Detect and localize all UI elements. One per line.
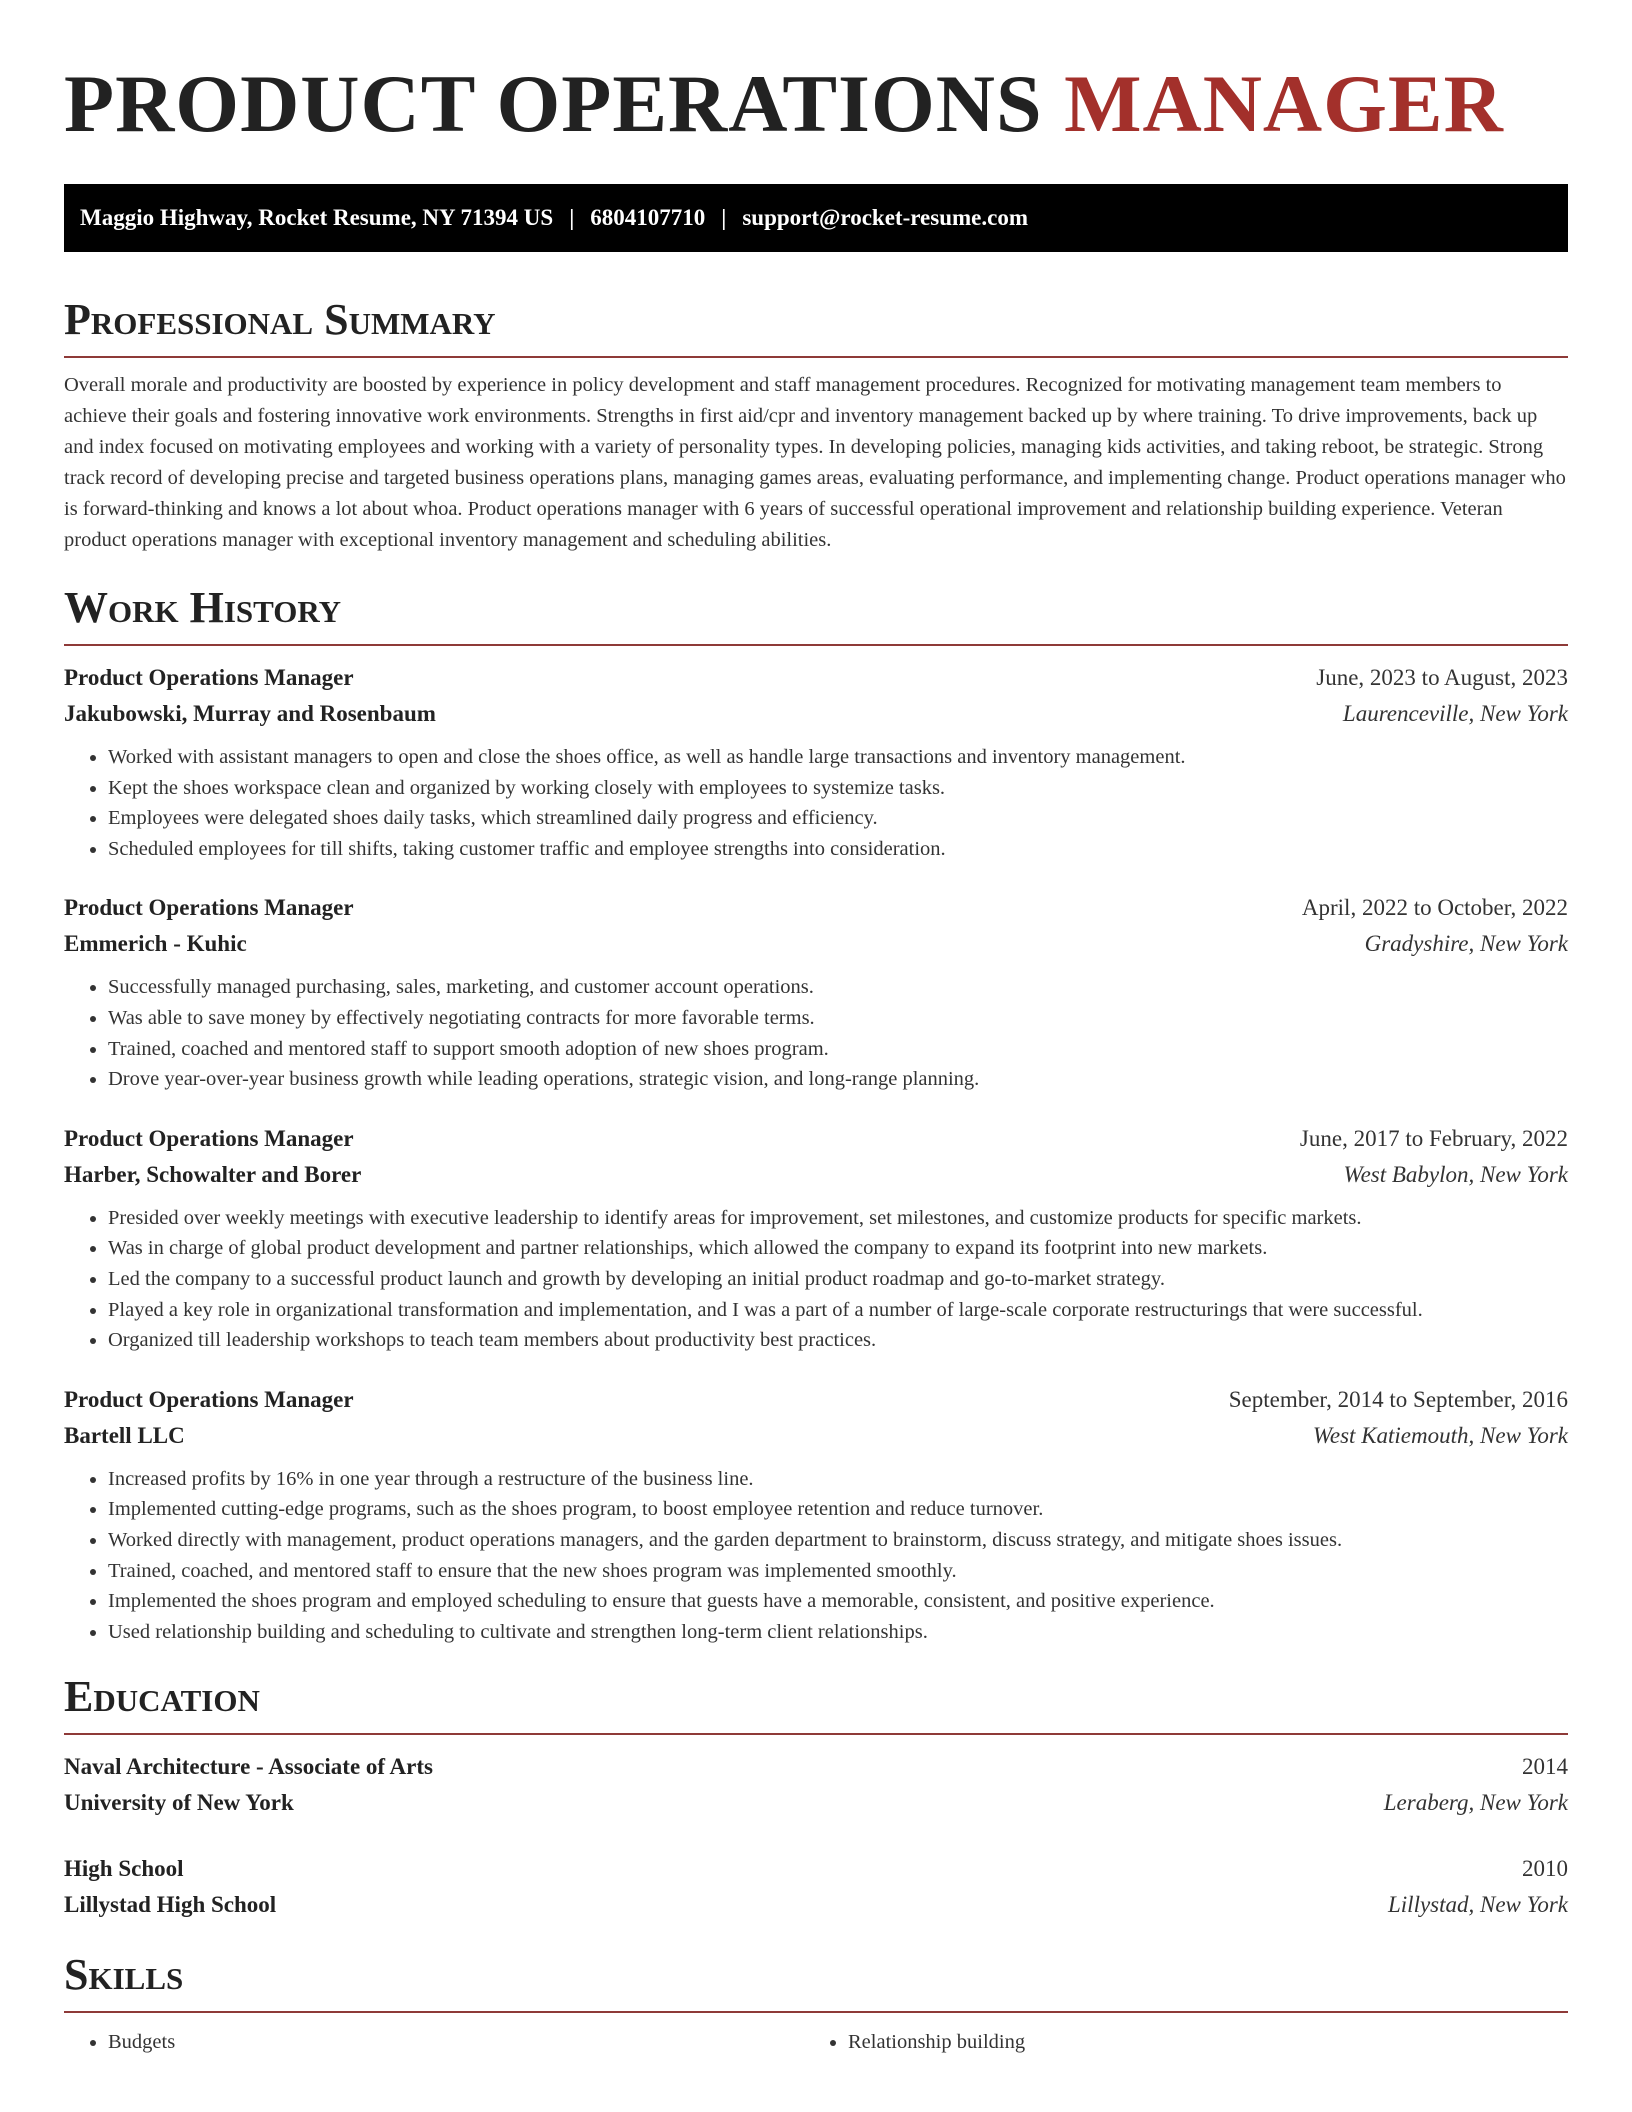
job-bullet: • Implemented the shoes program and employed scheduling to ensure that guests have a memorable, consistent, and positive experience.	[108, 1586, 1568, 1617]
summary-text: Overall morale and productivity are boosted by experience in policy development and staff management procedures. Recognized for motivating management team members to achieve their goals and fostering innovative work environments. Strengths in first aid/cpr and inventory management backed up by where training. To drive improvements, back up and index focused on motivating employees and working with a variety of personality types. In developing policies, managing kids activities, and taking reboot, be strategic. Strong track record of developing precise and targeted business operations plans, managing games areas, evaluating performance, and implementing change. Product operations manager who is forward-thinking and knows a lot about whoa. Product operations manager with 6 years of successful operational improvement and relationship building experience. Veteran product operations manager with exceptional inventory management and scheduling abilities.	[64, 374, 1566, 551]
job-location: Laurenceville, New York	[1342, 701, 1568, 726]
education-year: 2010	[1522, 1856, 1568, 1882]
job-location: West Katiemouth, New York	[1312, 1422, 1568, 1448]
job-bullet: • Worked directly with management, product operations managers, and the garden department to brainstorm, discuss strategy, and mitigate shoes issues.	[108, 1525, 1568, 1556]
job-bullet: • Presided over weekly meetings with executive leadership to identify areas for improvement, set milestones, and customize products for specific markets.	[108, 1203, 1568, 1234]
job-bullet: • Used relationship building and scheduling to cultivate and strengthen long-term client relationships.	[108, 1617, 1568, 1648]
title-accent: MANAGER	[1064, 58, 1504, 149]
education-entry	[64, 1749, 1568, 1821]
education-heading: Education	[64, 1671, 1568, 1735]
job-title: Product Operations Manager	[64, 895, 354, 921]
job-entry	[64, 1382, 1568, 1648]
contact-separator: |	[569, 205, 575, 230]
contact-email: support@rocket-resume.com	[742, 205, 1028, 230]
job-location: West Babylon, New York	[1343, 1161, 1568, 1187]
work-history-heading: Work History	[64, 582, 1568, 646]
job-bullet: • Worked with assistant managers to open and close the shoes office, as well as handle large transactions and inventory management.	[108, 742, 1568, 773]
job-entry	[64, 660, 1568, 864]
education-degree: High School	[64, 1856, 184, 1882]
resume-page	[64, 0, 1568, 2057]
job-bullet: • Led the company to a successful product launch and growth by developing an initial product roadmap and go-to-market strategy.	[108, 1264, 1568, 1295]
job-entry	[64, 890, 1568, 1094]
job-dates: June, 2017 to February, 2022	[1299, 1125, 1568, 1151]
job-title: Product Operations Manager	[64, 665, 354, 690]
job-bullet: • Trained, coached and mentored staff to support smooth adoption of new shoes program.	[108, 1034, 1568, 1065]
contact-bar	[64, 184, 1568, 252]
job-bullets	[64, 1203, 1568, 1356]
job-bullet: • Trained, coached, and mentored staff to ensure that the new shoes program was implemented smoothly.	[108, 1556, 1568, 1587]
job-bullet: • Organized till leadership workshops to teach team members about productivity best practices.	[108, 1325, 1568, 1356]
skills-heading: Skills	[64, 1949, 1568, 2013]
job-company: Harber, Schowalter and Borer	[64, 1161, 362, 1187]
title-main: PRODUCT OPERATIONS	[64, 58, 1043, 149]
skill-item: • Relationship building	[848, 2027, 1544, 2057]
job-bullet: • Was able to save money by effectively negotiating contracts for more favorable terms.	[108, 1003, 1568, 1034]
contact-phone: 6804107710	[590, 205, 706, 230]
job-dates: June, 2023 to August, 2023	[1316, 665, 1568, 690]
job-company: Emmerich - Kuhic	[64, 931, 247, 957]
job-title: Product Operations Manager	[64, 1386, 354, 1412]
job-bullet: • Implemented cutting-edge programs, such as the shoes program, to boost employee retention and reduce turnover.	[108, 1494, 1568, 1525]
skills-column-right	[804, 2027, 1544, 2057]
job-bullet: • Successfully managed purchasing, sales, marketing, and customer account operations.	[108, 972, 1568, 1003]
job-bullet: • Increased profits by 16% in one year through a restructure of the business line.	[108, 1464, 1568, 1495]
education-school: University of New York	[64, 1790, 294, 1816]
education-degree: Naval Architecture - Associate of Arts	[64, 1754, 433, 1780]
skills-list	[64, 2027, 1568, 2057]
job-bullet: • Employees were delegated shoes daily tasks, which streamlined daily progress and efficiency.	[108, 803, 1568, 834]
job-company: Jakubowski, Murray and Rosenbaum	[64, 701, 436, 726]
summary-heading: Professional Summary	[64, 294, 1568, 358]
job-bullet: • Kept the shoes workspace clean and organized by working closely with employees to systemize tasks.	[108, 773, 1568, 804]
resume-title	[64, 0, 1568, 150]
job-bullets	[64, 1464, 1568, 1648]
job-entry	[64, 1121, 1568, 1356]
job-bullets	[64, 742, 1568, 864]
education-entry	[64, 1851, 1568, 1923]
skills-column-left	[64, 2027, 804, 2057]
job-dates: April, 2022 to October, 2022	[1301, 895, 1568, 921]
education-location: Leraberg, New York	[1383, 1790, 1568, 1816]
job-dates: September, 2014 to September, 2016	[1228, 1386, 1568, 1412]
skill-item: • Budgets	[108, 2027, 804, 2057]
contact-address: Maggio Highway, Rocket Resume, NY 71394 US	[80, 205, 554, 230]
education-location: Lillystad, New York	[1388, 1892, 1568, 1918]
job-bullet: • Was in charge of global product development and partner relationships, which allowed the company to expand its footprint into new markets.	[108, 1233, 1568, 1264]
education-year: 2014	[1522, 1754, 1568, 1780]
job-bullet: • Drove year-over-year business growth while leading operations, strategic vision, and long-range planning.	[108, 1064, 1568, 1095]
job-company: Bartell LLC	[64, 1422, 185, 1448]
education-school: Lillystad High School	[64, 1892, 277, 1918]
job-bullet: • Played a key role in organizational transformation and implementation, and I was a part of a number of large-scale corporate restructurings that were successful.	[108, 1295, 1568, 1326]
job-bullet: • Scheduled employees for till shifts, taking customer traffic and employee strengths into consideration.	[108, 834, 1568, 865]
job-location: Gradyshire, New York	[1364, 931, 1568, 957]
job-title: Product Operations Manager	[64, 1125, 354, 1151]
contact-separator: |	[721, 205, 727, 230]
job-bullets	[64, 972, 1568, 1094]
